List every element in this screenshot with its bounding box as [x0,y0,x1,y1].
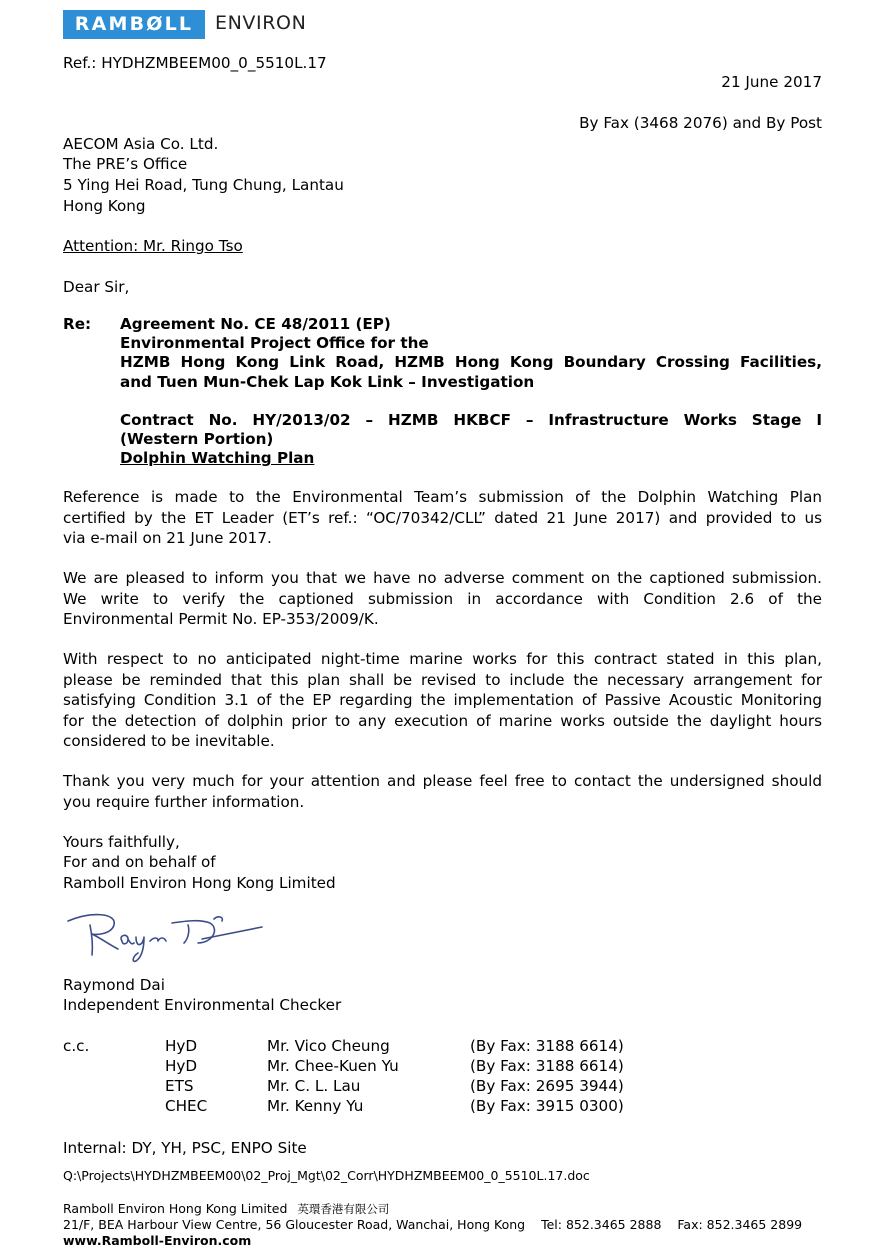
footer-website[interactable]: www.Ramboll-Environ.com [63,1233,252,1248]
cc-org: HyD [165,1057,198,1075]
contract-line: (Western Portion) [120,430,274,449]
recipient-office: The PRE’s Office [63,155,188,173]
paragraph-thanks [63,771,822,812]
subject-block [120,315,822,468]
logo-suffix: ENVIRON [215,12,307,34]
paragraph-line: Thank you very much for your attention and please feel free to contact the undersigned should [63,772,822,790]
closing-line: For and on behalf of [63,853,216,871]
paragraph-line: Reference is made to the Environmental Team’s submission of the Dolphin Watching Plan [63,488,822,506]
cc-name: Mr. Chee-Kuen Yu [267,1057,399,1075]
closing-line: Yours faithfully, [63,833,180,851]
closing-line: Ramboll Environ Hong Kong Limited [63,874,336,892]
paragraph-reminder [63,649,822,752]
cc-name: Mr. C. L. Lau [267,1077,361,1095]
letter-date: 21 June 2017 [721,73,822,91]
footer-company [63,1201,389,1217]
subject-label: Re: [63,315,92,333]
signatory-name: Raymond Dai [63,976,165,994]
cc-name: Mr. Vico Cheung [267,1037,390,1055]
paragraph-line: Environmental Permit No. EP-353/2009/K. [63,610,379,628]
attention-line: Attention: Mr. Ringo Tso [63,237,243,255]
paragraph-line: for the detection of dolphin prior to any execution of marine works outside the daylight hours [63,711,822,730]
footer-address: 21/F, BEA Harbour View Centre, 56 Gloucester Road, Wanchai, Hong Kong [63,1217,526,1232]
plan-title: Dolphin Watching Plan [120,449,315,468]
cc-fax: (By Fax: 3188 6614) [470,1057,624,1075]
cc-org: HyD [165,1037,198,1055]
recipient-city: Hong Kong [63,197,146,215]
file-path: Q:\Projects\HYDHZMBEEM00\02_Proj_Mgt\02_Corr\HYDHZMBEEM00_0_5510L.17.doc [63,1168,590,1183]
paragraph-line: via e-mail on 21 June 2017. [63,529,272,547]
footer-tel: Tel: 852.3465 2888 [541,1217,662,1232]
paragraph-line: With respect to no anticipated night-time marine works for this contract stated in this plan, [63,650,822,668]
cc-fax: (By Fax: 3915 0300) [470,1097,624,1115]
paragraph-line: We write to verify the captioned submission in accordance with Condition 2.6 of the [63,589,822,608]
footer-fax: Fax: 852.3465 2899 [677,1217,803,1232]
paragraph-line: satisfying Condition 3.1 of the EP regarding the implementation of Passive Acoustic Monitoring [63,691,822,709]
cc-org: CHEC [165,1097,208,1115]
cc-org: ETS [165,1077,194,1095]
company-logo: RAMBØLL [63,10,205,39]
delivery-method: By Fax (3468 2076) and By Post [579,114,822,132]
salutation: Dear Sir, [63,278,130,296]
contract-line: Contract No. HY/2013/02 – HZMB HKBCF – Infrastructure Works Stage I [120,410,822,429]
cc-label: c.c. [63,1037,90,1055]
subject-line: Agreement No. CE 48/2011 (EP) [120,315,391,333]
recipient-company: AECOM Asia Co. Ltd. [63,135,219,153]
paragraph-line: please be reminded that this plan shall be revised to include the necessary arrangement for [63,670,822,689]
footer-address-row [63,1217,802,1232]
cc-fax: (By Fax: 3188 6614) [470,1037,624,1055]
paragraph-line: certified by the ET Leader (ET’s ref.: “OC/70342/CLL” dated 21 June 2017) and provided to us [63,508,822,527]
subject-line: Environmental Project Office for the [120,334,429,353]
recipient-address: 5 Ying Hei Road, Tung Chung, Lantau [63,176,344,194]
paragraph-reference [63,487,822,549]
subject-line: and Tuen Mun-Chek Lap Kok Link – Investigation [120,372,535,391]
paragraph-line: We are pleased to inform you that we have no adverse comment on the captioned submission. [63,569,822,587]
cc-name: Mr. Kenny Yu [267,1097,364,1115]
footer-company-name-cn: 英環香港有限公司 [297,1202,390,1216]
internal-distribution: Internal: DY, YH, PSC, ENPO Site [63,1139,307,1157]
footer-company-name: Ramboll Environ Hong Kong Limited [63,1201,288,1216]
paragraph-line: you require further information. [63,792,305,811]
signatory-title: Independent Environmental Checker [63,996,342,1014]
paragraph-line: considered to be inevitable. [63,732,275,750]
cc-fax: (By Fax: 2695 3944) [470,1077,624,1095]
paragraph-verification [63,568,822,630]
reference-number: Ref.: HYDHZMBEEM00_0_5510L.17 [63,54,327,72]
subject-line: HZMB Hong Kong Link Road, HZMB Hong Kong Boundary Crossing Facilities, [120,353,822,372]
signature-image [62,905,272,967]
